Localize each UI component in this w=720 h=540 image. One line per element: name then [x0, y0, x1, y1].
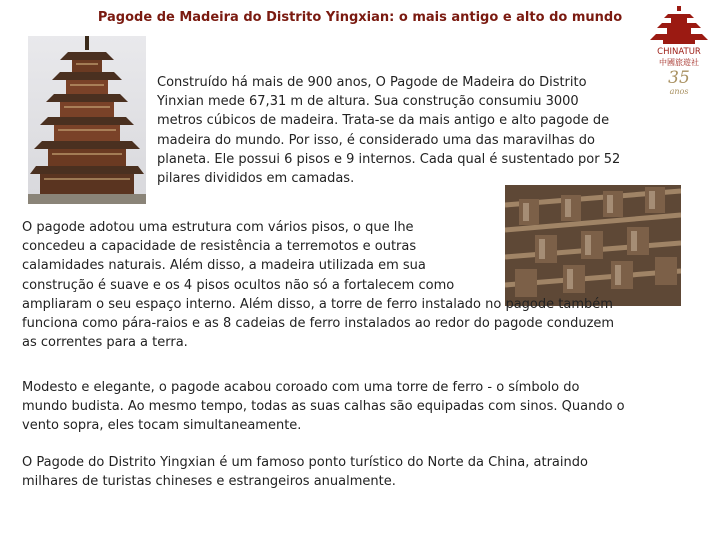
text-line: O pagode adotou uma estrutura com vários pisos, o que lhe [22, 220, 414, 235]
text-line: Construído há mais de 900 anos, O Pagode de Madeira do Distrito [157, 75, 587, 90]
paragraph-tourism [22, 453, 702, 491]
paragraph-intro [157, 73, 652, 188]
logo-number: 35 [668, 68, 690, 88]
pagoda-photo [28, 36, 146, 204]
text-line: Yinxian mede 67,31 m de altura. Sua construção consumiu 3000 [157, 94, 579, 110]
text-line: calamidades naturais. Além disso, a madeira utilizada em sua [22, 258, 426, 274]
text-line: Modesto e elegante, o pagode acabou coroado com uma torre de ferro - o símbolo do [22, 380, 580, 395]
text-line: as correntes para a terra. [22, 335, 188, 351]
text-line: madeira do mundo. Por isso, é considerado uma das maravilhas do [157, 132, 595, 148]
text-line: planeta. Ele possui 6 pisos e 9 internos. Cada qual é sustentado por 52 [157, 151, 621, 167]
text-line: construção é suave e os 4 pisos ocultos não só a fortalecem como [22, 277, 455, 293]
logo-chinese: 中國旅遊社 [659, 58, 699, 67]
text-line: milhares de turistas chineses e estrangeiros anualmente. [22, 474, 396, 490]
text-line: concedeu a capacidade de resistência a terremotos e outras [22, 239, 417, 255]
text-line: vento sopra, eles tocam simultaneamente. [22, 418, 302, 434]
logo-brand: CHINATUR [657, 47, 701, 57]
text-line: metros cúbicos de madeira. Trata-se da mais antigo e alto pagode de [157, 113, 610, 129]
page-title: Pagode de Madeira do Distrito Yingxian: o mais antigo e alto do mundo [97, 10, 623, 25]
text-line: O Pagode do Distrito Yingxian é um famoso ponto turístico do Norte da China, atraindo [22, 455, 588, 470]
paragraph-structure [22, 218, 720, 352]
paragraph-tower [22, 378, 712, 436]
chinatur-logo [646, 4, 712, 100]
text-line: funciona como pára-raios e as 8 cadeias de ferro instalados ao redor do pagode conduzem [22, 316, 615, 332]
text-line: ampliaram o seu espaço interno. Além disso, a torre de ferro instalado no pagode também [22, 296, 613, 312]
logo-tagline: anos [669, 87, 689, 96]
text-line: mundo budista. Ao mesmo tempo, todas as suas calhas são equipadas com sinos. Quando o [22, 399, 625, 415]
text-line: pilares divididos em camadas. [157, 171, 355, 187]
